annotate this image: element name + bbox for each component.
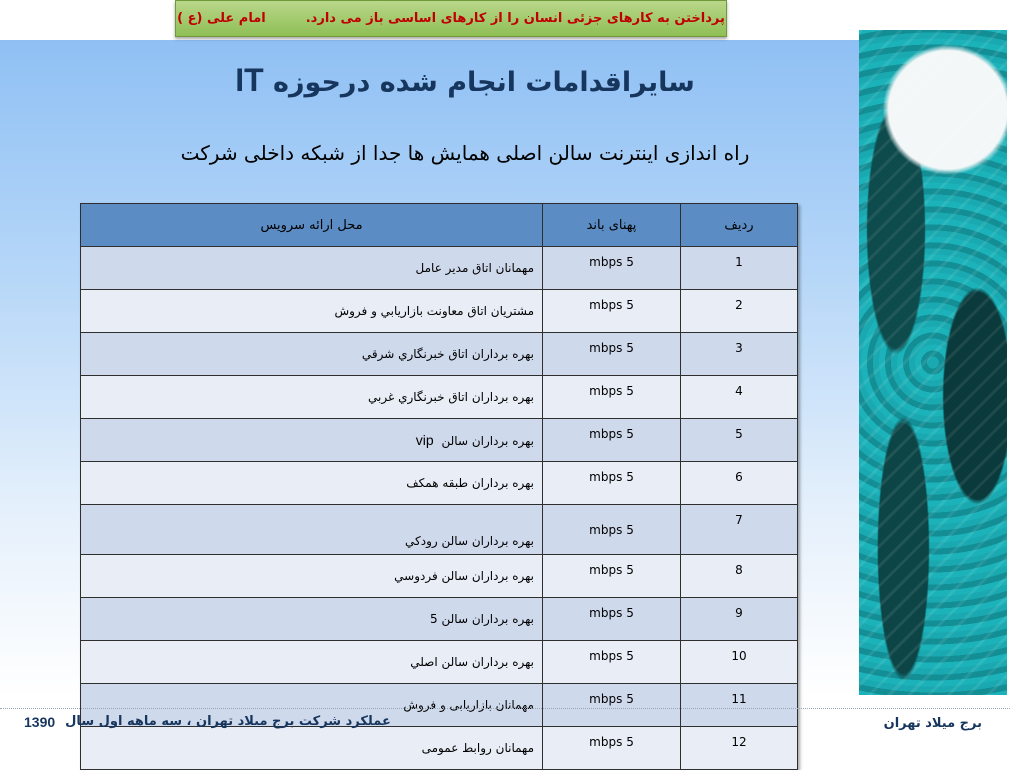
row-number: 7 xyxy=(681,505,798,555)
row-location: بهره برداران اتاق خبرنگاري شرقي xyxy=(81,333,543,376)
row-number: 9 xyxy=(681,598,798,641)
footer-report-text: عملکرد شرکت برج میلاد تهران ، سه ماهه اول سال xyxy=(65,714,391,729)
row-location: بهره برداران سالن 5 xyxy=(81,598,543,641)
table-row xyxy=(81,641,798,684)
row-location: بهره برداران سالن اصلي xyxy=(81,641,543,684)
table-row xyxy=(81,247,798,290)
table-row xyxy=(81,505,798,555)
quote-author: امام علی (ع ) xyxy=(177,11,266,26)
slide-title xyxy=(180,62,750,99)
table-row xyxy=(81,555,798,598)
row-number: 4 xyxy=(681,376,798,419)
row-number: 1 xyxy=(681,247,798,290)
bandwidth-table xyxy=(80,203,798,770)
row-location: بهره برداران سالن فردوسي xyxy=(81,555,543,598)
table-row xyxy=(81,598,798,641)
row-bandwidth: 5 mbps xyxy=(543,641,681,684)
header-location: محل ارائه سرویس xyxy=(81,204,543,247)
slide-title-it: IT xyxy=(235,62,264,98)
row-location xyxy=(81,419,543,462)
row-number: 11 xyxy=(681,684,798,727)
table-row xyxy=(81,462,798,505)
footer-company: برج میلاد تهران xyxy=(883,716,982,731)
footer-year: 1390 xyxy=(24,714,56,730)
row-location: بهره برداران اتاق خبرنگاري غربي xyxy=(81,376,543,419)
quote-banner xyxy=(175,0,727,37)
row-bandwidth: 5 mbps xyxy=(543,555,681,598)
table-row xyxy=(81,727,798,770)
row-number: 3 xyxy=(681,333,798,376)
row-location: مهمانان روابط عمومی xyxy=(81,727,543,770)
row-number: 2 xyxy=(681,290,798,333)
row-bandwidth: 5 mbps xyxy=(543,462,681,505)
row-bandwidth: 5 mbps xyxy=(543,290,681,333)
header-bandwidth: پهنای باند xyxy=(543,204,681,247)
vip-label: vip xyxy=(415,432,434,448)
row-location: بهره برداران سالن رودكي xyxy=(81,505,543,555)
row-bandwidth: 5 mbps xyxy=(543,727,681,770)
slide-subtitle: راه اندازی اینترنت سالن اصلی همایش ها جدا از شبکه داخلی شرکت xyxy=(180,141,750,165)
row-location-text: بهره برداران سالن xyxy=(441,434,534,448)
row-number: 12 xyxy=(681,727,798,770)
table-body xyxy=(81,247,798,770)
header-row-number: ردیف xyxy=(681,204,798,247)
row-number: 8 xyxy=(681,555,798,598)
row-bandwidth: 5 mbps xyxy=(543,376,681,419)
table-row xyxy=(81,333,798,376)
slide-title-text: سایراقدامات انجام شده درحوزه xyxy=(273,67,695,98)
row-bandwidth: 5 mbps xyxy=(543,598,681,641)
row-location: مهمانان بازاريابی و فروش xyxy=(81,684,543,727)
footer-report xyxy=(24,714,391,730)
row-bandwidth: 5 mbps xyxy=(543,684,681,727)
ceramic-bowl-image xyxy=(859,30,1007,695)
row-location: مهمانان اتاق مدیر عامل xyxy=(81,247,543,290)
table-row xyxy=(81,376,798,419)
row-bandwidth: 5 mbps xyxy=(543,419,681,462)
row-location: بهره برداران طبقه همكف xyxy=(81,462,543,505)
row-bandwidth: 5 mbps xyxy=(543,333,681,376)
row-bandwidth: 5 mbps xyxy=(543,505,681,555)
row-bandwidth: 5 mbps xyxy=(543,247,681,290)
row-location: مشتريان اتاق معاونت بازاريابي و فروش xyxy=(81,290,543,333)
footer-divider xyxy=(0,708,1010,709)
quote-text: پرداختن به کارهای جزئی انسان را از کارهای اساسی باز می دارد. xyxy=(305,11,725,26)
row-number: 10 xyxy=(681,641,798,684)
table-header-row xyxy=(81,204,798,247)
row-number: 6 xyxy=(681,462,798,505)
row-number: 5 xyxy=(681,419,798,462)
table-row xyxy=(81,419,798,462)
table-row xyxy=(81,290,798,333)
